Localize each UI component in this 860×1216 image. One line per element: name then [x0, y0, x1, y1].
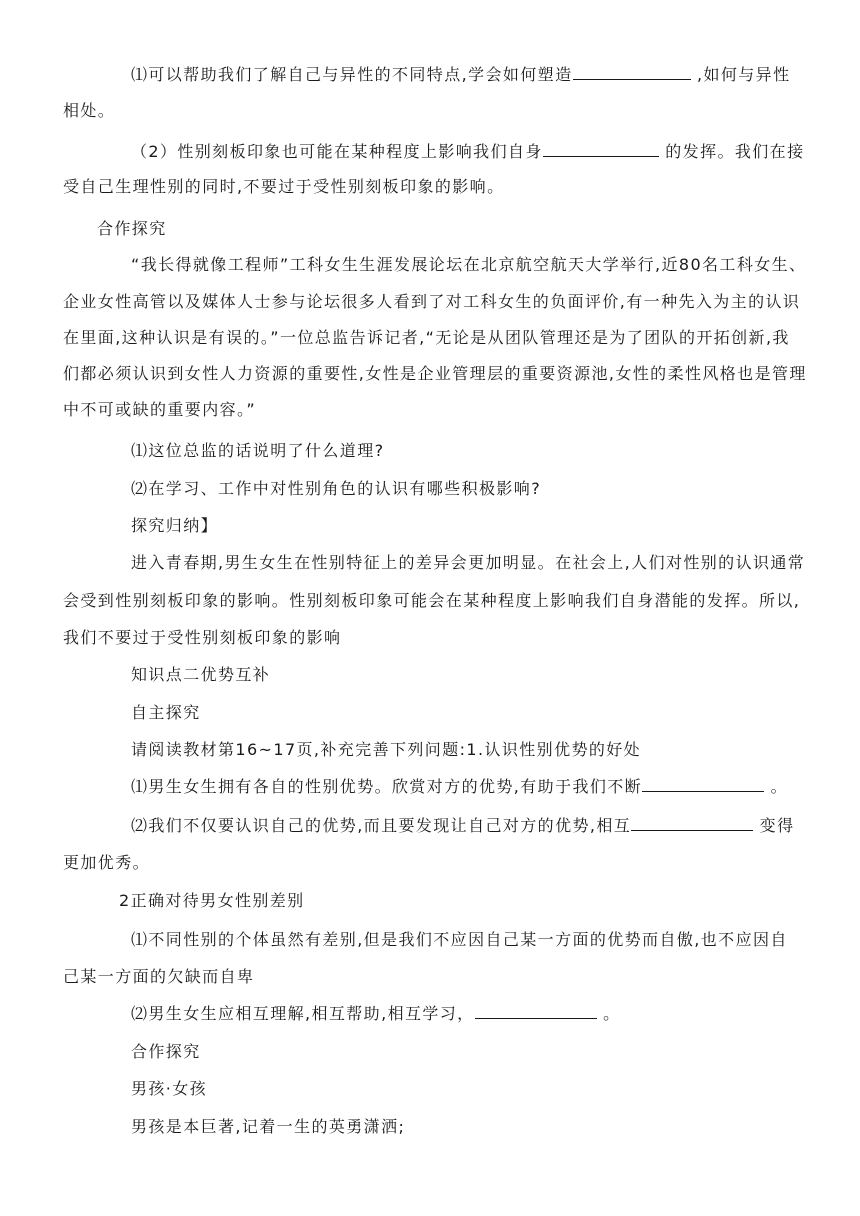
line-text-after: ,如何与异性 [690, 65, 791, 84]
section-heading [131, 695, 201, 731]
text-line [63, 959, 254, 995]
section-heading [131, 1034, 201, 1070]
line-text: 会受到性别刻板印象的影响。性别刻板印象可能会在某种程度上影响我们自身潜能的发挥。所以, [63, 591, 801, 610]
line-text: “我长得就像工程师”工科女生生涯发展论坛在北京航空航天大学举行,近80名工科女生、 [131, 255, 807, 274]
text-line [63, 284, 800, 320]
line-text-after: 。 [764, 777, 788, 796]
line-text: 请阅读教材第16~17页,补充完善下列问题:1.认识性别优势的好处 [131, 740, 642, 759]
text-line [63, 392, 256, 428]
section-heading [119, 883, 305, 919]
fill-in-blank[interactable] [543, 138, 659, 157]
section-heading [131, 508, 218, 544]
line-text: 合作探究 [97, 219, 167, 238]
text-line [63, 620, 341, 656]
line-text: 知识点二优势互补 [131, 665, 271, 684]
text-line [131, 57, 790, 93]
line-text: 男孩·女孩 [131, 1079, 208, 1098]
question-line [131, 433, 385, 469]
line-text: ⑴可以帮助我们了解自己与异性的不同特点,学会如何塑造 [131, 65, 573, 84]
line-text-after: 变得 [753, 816, 795, 835]
line-text: 2正确对待男女性别差别 [119, 891, 305, 910]
text-line [131, 996, 620, 1032]
line-text: 在里面,这种认识是有误的。”一位总监告诉记者,“无论是从团队管理还是为了团队的开拓创新,我 [63, 328, 790, 347]
fill-in-blank[interactable] [475, 1000, 597, 1019]
text-line [131, 922, 788, 958]
line-text: ⑵在学习、工作中对性别角色的认识有哪些积极影响? [131, 479, 542, 498]
line-text: 我们不要过于受性别刻板印象的影响 [63, 628, 342, 647]
text-line [63, 93, 115, 129]
line-text: 更加优秀。 [63, 853, 151, 872]
line-text: ⑵男生女生应相互理解,相互帮助,相互学习， [131, 1004, 475, 1023]
line-text: 进入青春期,男生女生在性别特征上的差异会更加明显。在社会上,人们对性别的认识通常 [131, 553, 806, 572]
text-line [131, 732, 641, 768]
text-line [63, 356, 807, 392]
text-line [131, 247, 806, 283]
section-heading [131, 657, 270, 693]
text-line [131, 134, 804, 170]
line-text-after: 。 [596, 1004, 621, 1023]
line-text: 合作探究 [131, 1042, 201, 1061]
line-text-after: 的发挥。我们在接 [658, 142, 805, 161]
line-text: 企业女性高管以及媒体人士参与论坛很多人看到了对工科女生的负面评价,有一种先入为主的认识 [63, 292, 801, 311]
line-text: 相处。 [63, 101, 116, 120]
line-text: 们都必须认识到女性人力资源的重要性,女性是企业管理层的重要资源池,女性的柔性风格也是管理 [63, 364, 807, 383]
poem-title [131, 1071, 207, 1107]
text-line [63, 583, 800, 619]
text-line [63, 845, 150, 881]
line-text: 男孩是本巨著,记着一生的英勇潇洒; [131, 1117, 406, 1136]
fill-in-blank[interactable] [573, 61, 691, 80]
line-text: ⑵我们不仅要认识自己的优势,而且要发现让自己对方的优势,相互 [131, 816, 632, 835]
text-line [131, 545, 805, 581]
text-line [63, 320, 790, 356]
text-line [131, 769, 788, 805]
line-text: （2）性别刻板印象也可能在某种程度上影响我们自身 [131, 142, 543, 161]
line-text: 中不可或缺的重要内容。” [63, 400, 257, 419]
line-text: 自主探究 [131, 703, 201, 722]
question-line [131, 471, 541, 507]
section-heading [97, 211, 167, 247]
line-text: ⑴男生女生拥有各自的性别优势。欣赏对方的优势,有助于我们不断 [131, 777, 643, 796]
fill-in-blank[interactable] [642, 773, 764, 792]
fill-in-blank[interactable] [631, 812, 753, 831]
line-text: 己某一方面的欠缺而自卑 [63, 967, 255, 986]
line-text: 探究归纳】 [131, 516, 219, 535]
line-text: 受自己生理性别的同时,不要过于受性别刻板印象的影响。 [63, 177, 505, 196]
text-line [63, 169, 505, 205]
text-line [131, 808, 794, 844]
poem-line [131, 1109, 405, 1145]
line-text: ⑴不同性别的个体虽然有差别,但是我们不应因自己某一方面的优势而自傲,也不应因自 [131, 930, 788, 949]
line-text: ⑴这位总监的话说明了什么道理? [131, 441, 385, 460]
